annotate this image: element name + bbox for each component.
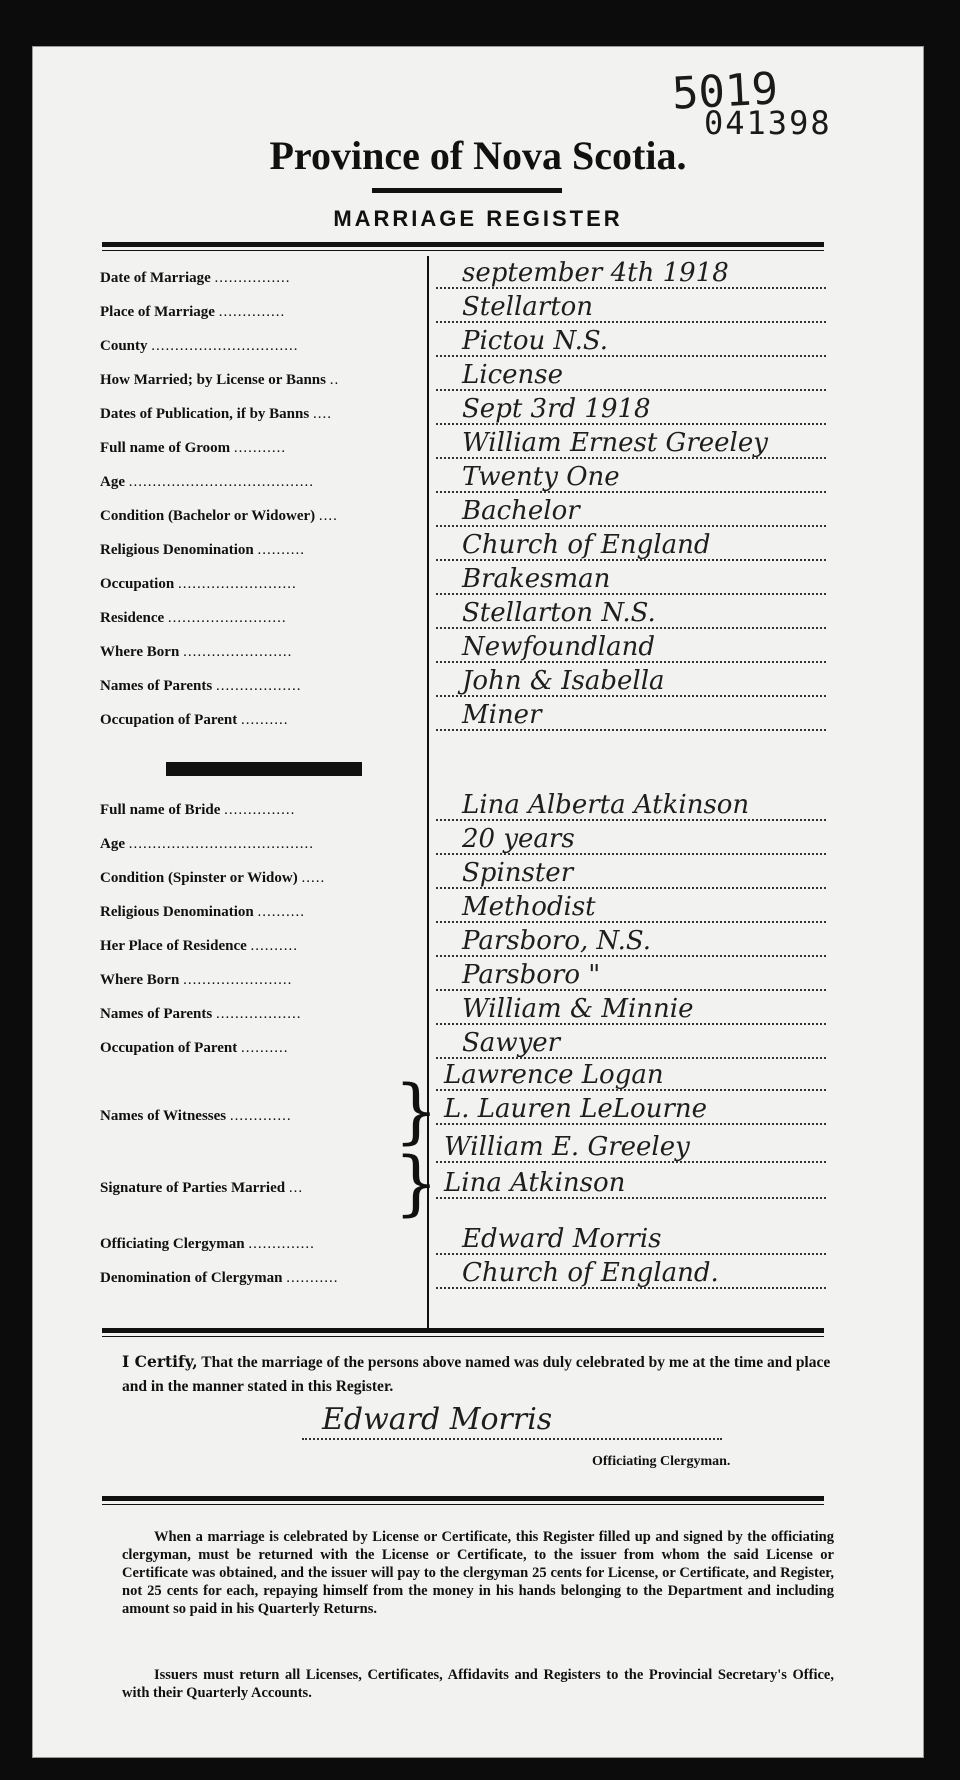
- field-value: Twenty One: [462, 462, 620, 492]
- field-label-dots: ..............: [248, 1236, 315, 1252]
- field-label-dots: ..................: [215, 1006, 302, 1022]
- field-label-dots: ..............: [218, 304, 286, 320]
- witness-1-value: Lawrence Logan: [444, 1060, 664, 1090]
- field-label-text: Her Place of Residence: [100, 938, 247, 954]
- field-label-dots: .........................: [167, 610, 287, 626]
- field-label: [100, 338, 426, 355]
- section-divider-bar: [166, 762, 362, 776]
- field-label-text: Officiating Clergyman: [100, 1236, 245, 1252]
- notice-paragraph-1: When a marriage is celebrated by License or Certificate, this Register filled up and signed by the officiating clergyman, must be returned with the License or Certificate, to the issuer from whom the said License or Certificate was obtained, and the issuer will pay to the clergyman 25 cents for License, or Certificate, and Register, not 25 cents for each, repaying himself from the money in his hands belonging to the Department and including amount so paid in his Quarterly Returns.: [122, 1529, 834, 1617]
- field-value: Stellarton: [462, 292, 594, 322]
- signatures-brace: }: [394, 1142, 439, 1224]
- field-value: Methodist: [462, 892, 596, 922]
- field-value: september 4th 1918: [462, 258, 729, 288]
- witnesses-brace: }: [394, 1070, 439, 1152]
- field-value: Stellarton N.S.: [462, 598, 656, 628]
- witness-2-value: L. Lauren LeLourne: [444, 1094, 708, 1124]
- field-label-text: Religious Denomination: [100, 904, 254, 920]
- signature-1-value: William E. Greeley: [444, 1132, 690, 1162]
- field-value: Sawyer: [462, 1028, 561, 1058]
- field-label-dots: ...............................: [151, 338, 299, 354]
- field-label-text: Names of Parents: [100, 678, 213, 694]
- field-value: Miner: [462, 700, 542, 730]
- field-label-text: Where Born: [100, 644, 180, 660]
- field-label-text: Place of Marriage: [100, 304, 215, 320]
- field-label: [100, 1270, 426, 1287]
- field-label-dots: ...............: [224, 802, 296, 818]
- field-label: [100, 678, 426, 695]
- field-value: Church of England.: [462, 1258, 719, 1288]
- field-label: [100, 870, 426, 887]
- field-label: [100, 972, 426, 989]
- field-label-dots: ...........: [233, 440, 287, 456]
- field-label-text: Condition (Spinster or Widow): [100, 870, 298, 886]
- field-label-dots: .......................: [183, 644, 293, 660]
- field-label-dots: ................: [214, 270, 291, 286]
- field-value: License: [462, 360, 564, 390]
- certification-text: I Certify, That the marriage of the persons above named was duly celebrated by me at the time and place and in the manner stated in this Register.: [122, 1352, 831, 1395]
- field-label: [100, 508, 426, 525]
- field-value: 20 years: [462, 824, 575, 854]
- field-label-dots: ..........: [250, 938, 299, 954]
- field-label-dots: .......................................: [128, 474, 314, 490]
- field-label: [100, 406, 426, 423]
- notice-paragraph-2: Issuers must return all Licenses, Certificates, Affidavits and Registers to the Provincial Secretary's Office, with their Quarterly Accounts.: [122, 1667, 834, 1701]
- field-value: Sept 3rd 1918: [462, 394, 651, 424]
- certification-signature: Edward Morris: [322, 1402, 553, 1437]
- form-subtitle: MARRIAGE REGISTER: [333, 206, 623, 231]
- certify-rule-top: [102, 1328, 824, 1333]
- field-label-dots: ..........: [240, 1040, 289, 1056]
- notice-rule: [102, 1496, 824, 1501]
- field-label-text: Date of Marriage: [100, 270, 211, 286]
- field-label: [100, 1006, 426, 1023]
- field-label: [100, 270, 426, 287]
- field-value: John & Isabella: [462, 666, 665, 696]
- field-label: [100, 904, 426, 921]
- field-label: [100, 802, 426, 819]
- header-rule: [102, 242, 824, 247]
- field-label-text: Age: [100, 474, 125, 490]
- field-value: Newfoundland: [462, 632, 656, 662]
- certification-signature-line: [302, 1438, 722, 1440]
- notice-rule-thin: [102, 1504, 824, 1505]
- field-label: [100, 542, 426, 559]
- field-label-text: County: [100, 338, 148, 354]
- field-label: [100, 440, 426, 457]
- field-label: [100, 304, 426, 321]
- field-label-text: Full name of Bride: [100, 802, 221, 818]
- field-label: [100, 644, 426, 661]
- field-label: [100, 1040, 426, 1057]
- field-label-dots: ..................: [215, 678, 302, 694]
- field-label: [100, 712, 426, 729]
- field-value: Lina Alberta Atkinson: [462, 790, 750, 820]
- field-label-text: Occupation of Parent: [100, 1040, 238, 1056]
- signatures-label: Signature of Parties Married ...: [100, 1180, 304, 1196]
- field-label-dots: ...........: [286, 1270, 339, 1286]
- reference-number-bottom: 041398: [704, 104, 832, 142]
- signature-2-value: Lina Atkinson: [444, 1168, 626, 1198]
- field-label-dots: .........................: [177, 576, 297, 592]
- field-label-text: Full name of Groom: [100, 440, 231, 456]
- field-label-text: Names of Parents: [100, 1006, 213, 1022]
- title-underline: [372, 188, 562, 193]
- certify-rule-top-thin: [102, 1336, 824, 1337]
- field-label-dots: .......................: [183, 972, 293, 988]
- field-value: Brakesman: [462, 564, 611, 594]
- field-label: [100, 938, 426, 955]
- field-label: [100, 836, 426, 853]
- field-value: Pictou N.S.: [462, 326, 608, 356]
- field-label-text: Condition (Bachelor or Widower): [100, 508, 316, 524]
- field-label-dots: ..........: [257, 904, 306, 920]
- field-label-text: Denomination of Clergyman: [100, 1270, 283, 1286]
- field-label-text: Occupation of Parent: [100, 712, 238, 728]
- field-value: Parsboro, N.S.: [462, 926, 652, 956]
- field-label-dots: ..........: [240, 712, 289, 728]
- register-form: [32, 46, 924, 1758]
- field-label-text: Residence: [100, 610, 165, 626]
- form-title: Province of Nova Scotia.: [269, 133, 687, 178]
- header-rule-thin: [102, 250, 824, 251]
- field-value: Bachelor: [462, 496, 580, 526]
- field-label-dots: ....: [318, 508, 338, 524]
- field-label-dots: .......................................: [128, 836, 314, 852]
- field-value: Edward Morris: [462, 1224, 662, 1254]
- field-value: William & Minnie: [462, 994, 694, 1024]
- field-label-dots: ..........: [257, 542, 306, 558]
- field-label-text: Occupation: [100, 576, 175, 592]
- field-label-text: Where Born: [100, 972, 180, 988]
- field-label: [100, 1236, 426, 1253]
- field-value: William Ernest Greeley: [462, 428, 768, 458]
- field-label: [100, 610, 426, 627]
- field-label-dots: ..: [329, 372, 340, 388]
- field-label-text: How Married; by License or Banns: [100, 372, 326, 388]
- field-label: [100, 474, 426, 491]
- field-label-dots: ....: [312, 406, 332, 422]
- field-label: [100, 372, 426, 389]
- field-label-dots: .....: [301, 870, 326, 886]
- reference-number-top: 5019: [670, 63, 780, 120]
- field-label-text: Religious Denomination: [100, 542, 254, 558]
- field-label-text: Age: [100, 836, 125, 852]
- field-label: [100, 576, 426, 593]
- field-value: Church of England: [462, 530, 711, 560]
- field-value: Spinster: [462, 858, 574, 888]
- field-value: Parsboro ": [462, 960, 601, 990]
- field-label-text: Dates of Publication, if by Banns: [100, 406, 310, 422]
- witnesses-label: Names of Witnesses .............: [100, 1108, 292, 1124]
- officiating-caption: Officiating Clergyman.: [592, 1454, 731, 1469]
